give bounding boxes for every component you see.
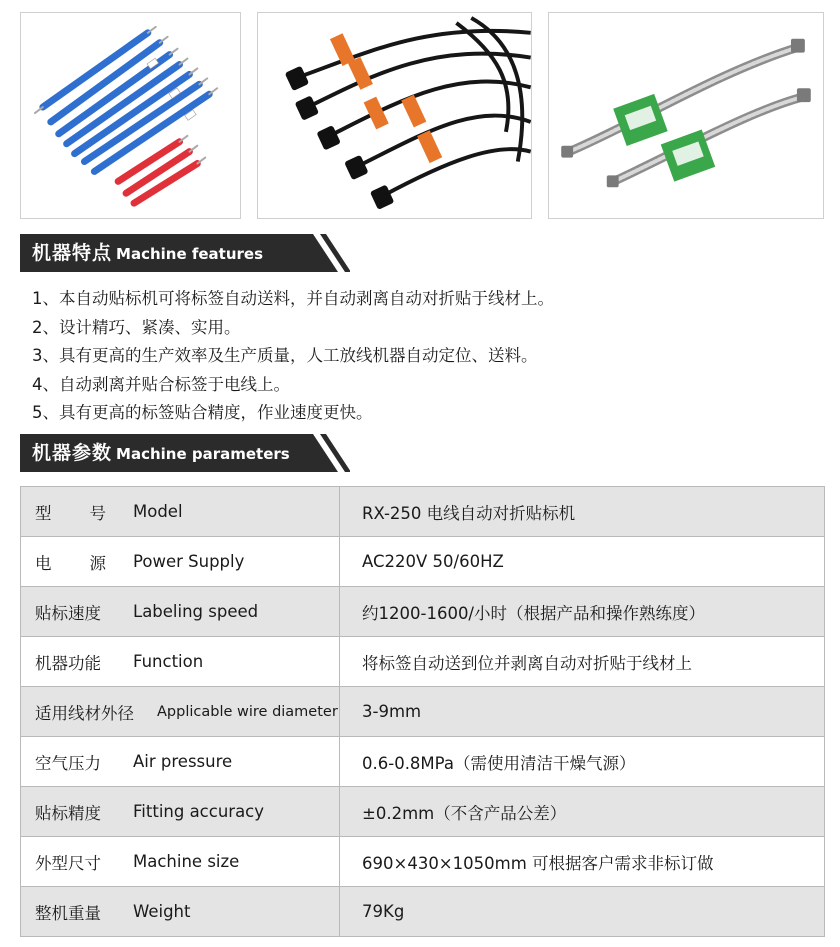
table-row	[21, 787, 825, 837]
param-value: 约1200-1600/小时（根据产品和操作熟练度）	[340, 587, 825, 637]
param-label-cn: 整机重量	[35, 903, 101, 923]
param-value: AC220V 50/60HZ	[340, 537, 825, 587]
param-label-cn: 适用线材外径	[35, 703, 134, 723]
param-label-cn: 电源	[35, 553, 144, 573]
list-item: 1、本自动贴标机可将标签自动送料，并自动剥离自动对折贴于线材上。	[32, 289, 554, 308]
param-value: 3-9mm	[340, 687, 825, 737]
param-value: RX-250 电线自动对折贴标机	[340, 487, 825, 537]
params-title-cn: 机器参数	[32, 442, 113, 464]
list-item: 3、具有更高的生产效率及生产质量，人工放线机器自动定位、送料。	[32, 346, 538, 366]
param-label-cn: 空气压力	[35, 753, 101, 773]
table-row	[21, 837, 825, 887]
table-row	[21, 637, 825, 687]
param-value: ±0.2mm（不含产品公差）	[340, 787, 825, 837]
table-row	[21, 537, 825, 587]
param-label-cn: 型号	[35, 503, 144, 523]
list-item: 2、设计精巧、紧凑、实用。	[32, 317, 241, 337]
param-value: 将标签自动送到位并剥离自动对折贴于线材上	[340, 637, 825, 687]
table-row	[21, 737, 825, 787]
param-label-en: Machine size	[133, 852, 240, 871]
table-row	[21, 587, 825, 637]
param-label-en: Weight	[133, 902, 191, 921]
param-label-cn: 贴标精度	[35, 803, 101, 823]
wire-pins-icon	[21, 13, 240, 218]
features-list	[32, 285, 822, 428]
param-label-en: Function	[133, 652, 204, 671]
param-label-en: Model	[133, 502, 183, 521]
product-photo-power-cords	[257, 12, 532, 219]
param-value: 0.6-0.8MPa（需使用清洁干燥气源）	[340, 737, 825, 787]
table-row	[21, 887, 825, 937]
power-plug-cords-icon	[258, 13, 531, 218]
param-label-en: Fitting accuracy	[133, 802, 265, 821]
list-item: 5、具有更高的标签贴合精度，作业速度更快。	[32, 403, 373, 423]
parameters-table	[20, 486, 825, 937]
param-value: 690×430×1050mm 可根据客户需求非标订做	[340, 837, 825, 887]
braided-hose-icon	[549, 13, 823, 218]
param-label-cn: 机器功能	[35, 653, 101, 673]
param-label-en: Applicable wire diameter	[157, 703, 338, 720]
table-row	[21, 487, 825, 537]
product-photo-hoses	[548, 12, 824, 219]
param-label-cn: 贴标速度	[35, 603, 101, 623]
param-label-en: Labeling speed	[133, 602, 259, 621]
param-label-en: Air pressure	[133, 752, 233, 771]
param-label-cn: 外型尺寸	[35, 853, 101, 873]
table-row	[21, 687, 825, 737]
param-label-en: Power Supply	[133, 552, 245, 571]
features-title-cn: 机器特点	[32, 242, 113, 264]
param-value: 79Kg	[340, 887, 825, 937]
features-title-en: Machine features	[116, 245, 264, 263]
product-photo-wires	[20, 12, 241, 219]
params-title-en: Machine parameters	[116, 445, 290, 463]
list-item: 4、自动剥离并贴合标签于电线上。	[32, 374, 290, 394]
